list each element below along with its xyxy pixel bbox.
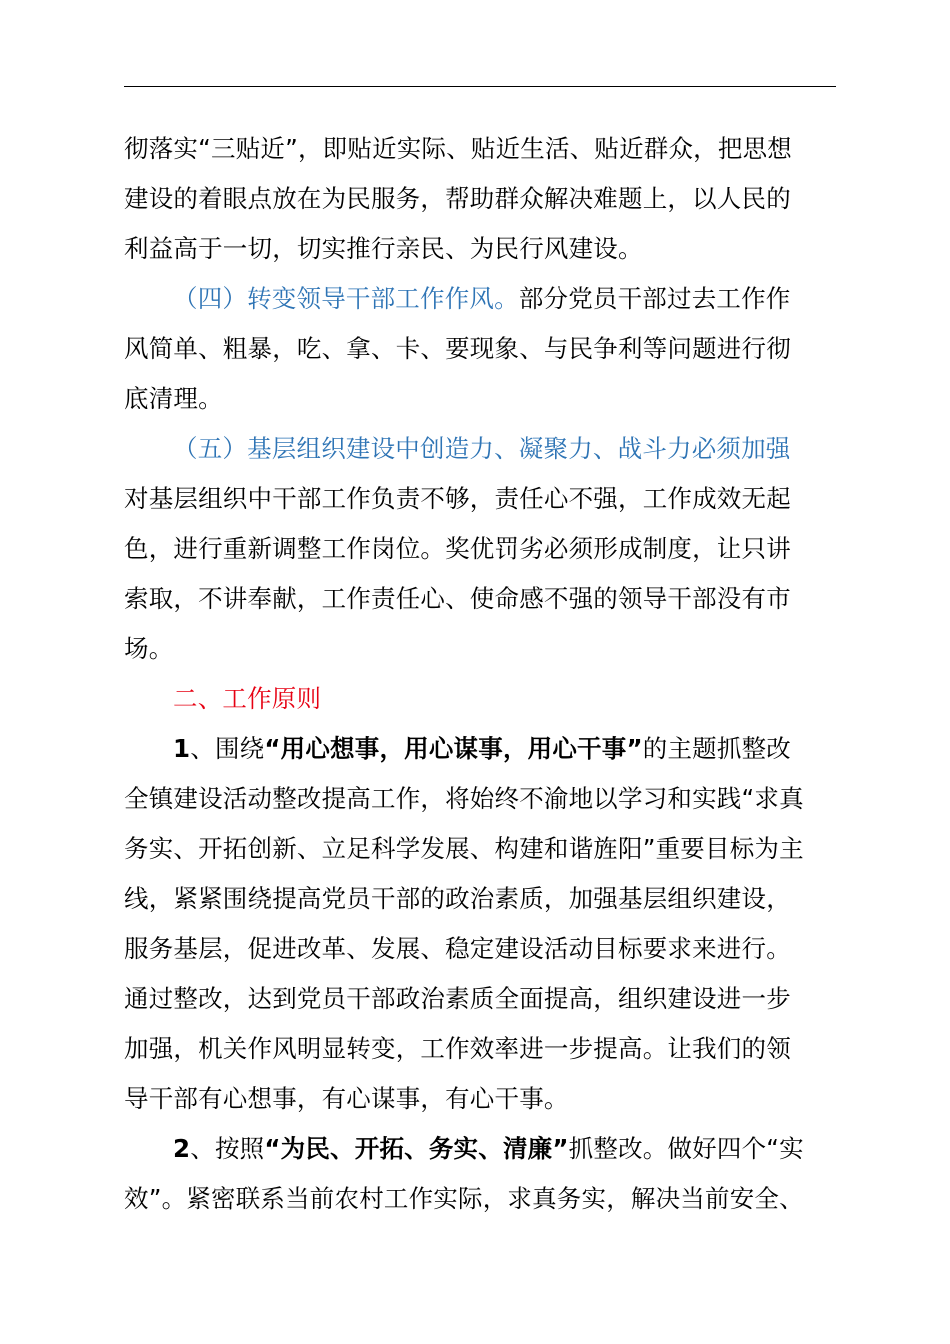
paragraph-principle-two [124,1124,836,1224]
text-line [124,274,836,324]
text-line: 导干部有心想事，有心谋事，有心干事。 [124,1084,569,1113]
text-span: 、围绕 [190,734,265,763]
text-line: 线，紧紧围绕提高党员干部的政治素质，加强基层组织建设， [124,884,791,913]
subheading-five: （五）基层组织建设中创造力、凝聚力、战斗力必须加强 [173,434,791,463]
text-line [124,724,836,774]
text-line: 建设的着眼点放在为民服务，帮助群众解决难题上，以人民的 [124,184,791,213]
text-line [124,1124,836,1174]
text-line: 效”。紧密联系当前农村工作实际，求真务实，解决当前安全、 [124,1184,804,1213]
text-line: 对基层组织中干部工作负责不够，责任心不强，工作成效无起 [124,484,791,513]
paragraph-continuation [124,124,836,274]
header-rule [124,86,836,87]
text-line: 利益高于一切，切实推行亲民、为民行风建设。 [124,234,643,263]
item-number: 1 [173,734,191,763]
text-line: 务实、开拓创新、立足科学发展、构建和谐旌阳”重要目标为主 [124,834,804,863]
paragraph-item-four [124,274,836,424]
text-line: 服务基层，促进改革、发展、稳定建设活动目标要求来进行。 [124,934,791,963]
text-line: 色，进行重新调整工作岗位。奖优罚劣必须形成制度，让只讲 [124,534,791,563]
text-line: 索取，不讲奉献，工作责任心、使命感不强的领导干部没有市 [124,584,791,613]
text-line: 加强，机关作风明显转变，工作效率进一步提高。让我们的领 [124,1034,791,1063]
paragraph-item-five [124,424,836,674]
text-span: 、按照 [190,1134,265,1163]
text-span: 部分党员干部过去工作作 [518,284,791,313]
bold-quote: “用心想事，用心谋事，用心干事” [264,734,643,763]
paragraph-principle-one [124,724,836,1124]
text-line: 场。 [124,634,174,663]
bold-quote: “为民、开拓、务实、清廉” [264,1134,569,1163]
subheading-four: （四）转变领导干部工作作风。 [173,284,519,313]
document-body [124,124,836,1224]
text-line: 全镇建设活动整改提高工作，将始终不渝地以学习和实践“求真 [124,784,804,813]
text-line: 底清理。 [124,384,223,413]
section-heading: 二、工作原则 [173,684,322,713]
text-span: 的主题抓整改 [642,734,791,763]
text-span: 抓整改。做好四个“实 [568,1134,804,1163]
text-line: 通过整改，达到党员干部政治素质全面提高，组织建设进一步 [124,984,791,1013]
text-line: 彻落实“三贴近”，即贴近实际、贴近生活、贴近群众，把思想 [124,134,792,163]
text-line: 风简单、粗暴，吃、拿、卡、要现象、与民争利等问题进行彻 [124,334,791,363]
item-number: 2 [173,1134,191,1163]
